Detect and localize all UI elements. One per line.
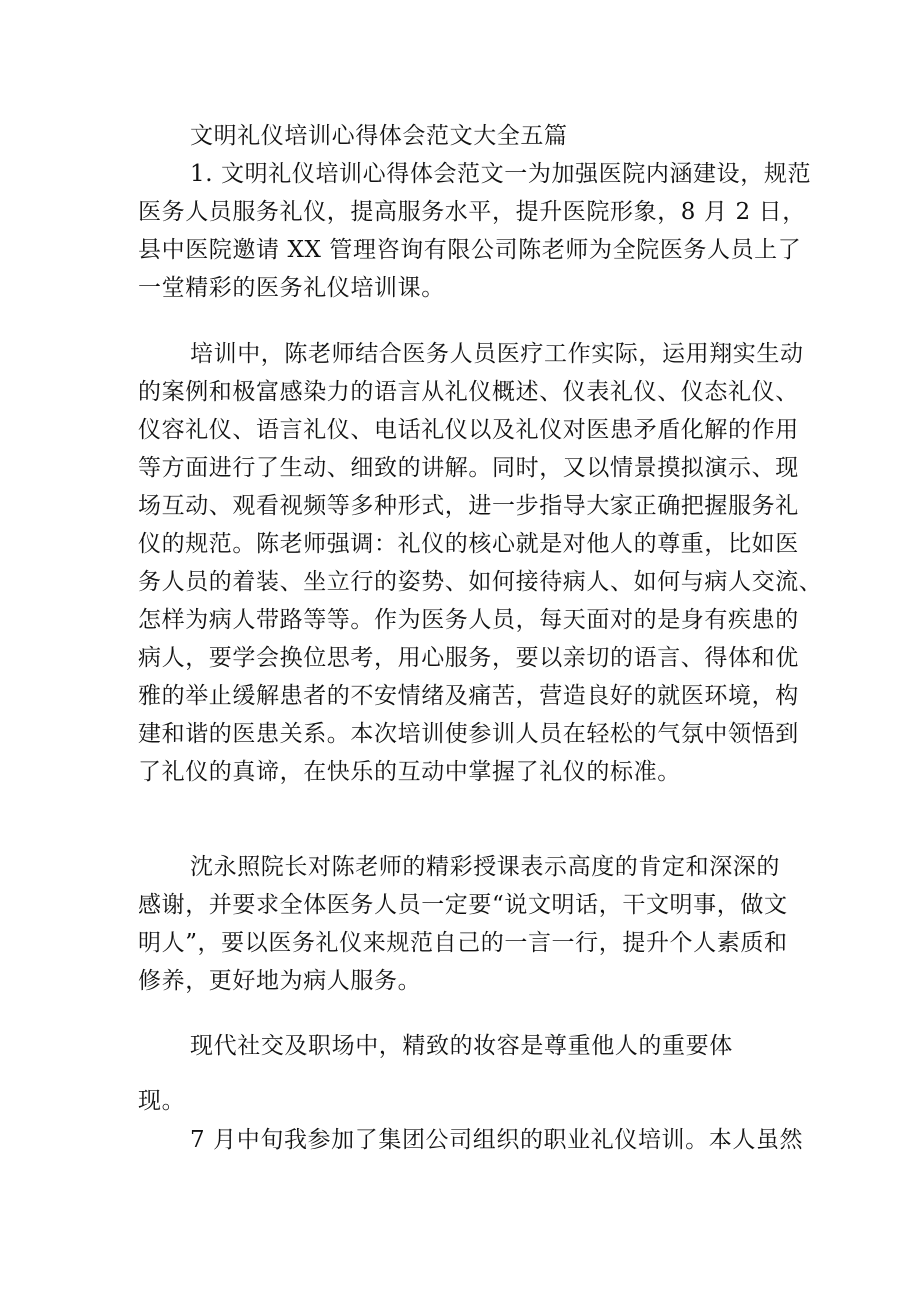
paragraph-line: 了礼仪的真谛，在快乐的互动中掌握了礼仪的标准。 xyxy=(138,759,681,785)
paragraph-line: 建和谐的医患关系。本次培训使参训人员在轻松的气氛中领悟到 xyxy=(138,721,799,747)
paragraph-line: 一堂精彩的医务礼仪培训课。 xyxy=(138,275,445,301)
paragraph-line: 感谢，并要求全体医务人员一定要“说文明话，干文明事，做文 xyxy=(138,892,788,918)
paragraph-2 xyxy=(138,335,823,791)
paragraph-line: 雅的举止缓解患者的不安情绪及痛苦，营造良好的就医环境，构 xyxy=(138,683,799,709)
paragraph-line: 务人员的着装、坐立行的姿势、如何接待病人、如何与病人交流、 xyxy=(138,569,823,595)
document-title: 文明礼仪培训心得体会范文大全五篇 xyxy=(190,123,568,149)
paragraph-line: 等方面进行了生动、细致的讲解。同时，又以情景摸拟演示、现 xyxy=(138,455,799,481)
paragraph-line: 场互动、观看视频等多种形式，进一步指导大家正确把握服务礼 xyxy=(138,493,799,519)
paragraph-line: 明人”，要以医务礼仪来规范自己的一言一行，提升个人素质和 xyxy=(138,930,788,956)
paragraph-line: 培训中，陈老师结合医务人员医疗工作实际，运用翔实生动 xyxy=(190,341,804,367)
paragraph-4 xyxy=(138,1027,798,1065)
paragraph-line: 仪容礼仪、语言礼仪、电话礼仪以及礼仪对医患矛盾化解的作用 xyxy=(138,417,799,443)
paragraph-line: 病人，要学会换位思考，用心服务，要以亲切的语言、得体和优 xyxy=(138,645,799,671)
paragraph-line: 怎样为病人带路等等。作为医务人员，每天面对的是身有疾患的 xyxy=(138,607,799,633)
paragraph-line: 医务人员服务礼仪，提高服务水平，提升医院形象，8 月 2 日， xyxy=(138,199,806,225)
paragraph-6 xyxy=(138,1121,804,1159)
paragraph-line: 沈永照院长对陈老师的精彩授课表示高度的肯定和深深的 xyxy=(190,854,780,880)
paragraph-line: 1. 文明礼仪培训心得体会范文一为加强医院内涵建设，规范 xyxy=(190,161,812,187)
paragraph-line: 修养，更好地为病人服务。 xyxy=(138,968,422,994)
paragraph-line: 7 月中旬我参加了集团公司组织的职业礼仪培训。本人虽然 xyxy=(190,1127,804,1153)
paragraph-line: 现。 xyxy=(138,1088,186,1114)
paragraph-line: 现代社交及职场中，精致的妆容是尊重他人的重要体 xyxy=(190,1033,733,1059)
paragraph-line: 的案例和极富感染力的语言从礼仪概述、仪表礼仪、仪态礼仪、 xyxy=(138,379,799,405)
paragraph-line: 县中医院邀请 XX 管理咨询有限公司陈老师为全院医务人员上了 xyxy=(138,237,802,263)
paragraph-3 xyxy=(138,848,798,1000)
paragraph-5 xyxy=(138,1082,798,1120)
paragraph-line: 仪的规范。陈老师强调：礼仪的核心就是对他人的尊重，比如医 xyxy=(138,531,799,557)
paragraph-1 xyxy=(138,155,812,307)
